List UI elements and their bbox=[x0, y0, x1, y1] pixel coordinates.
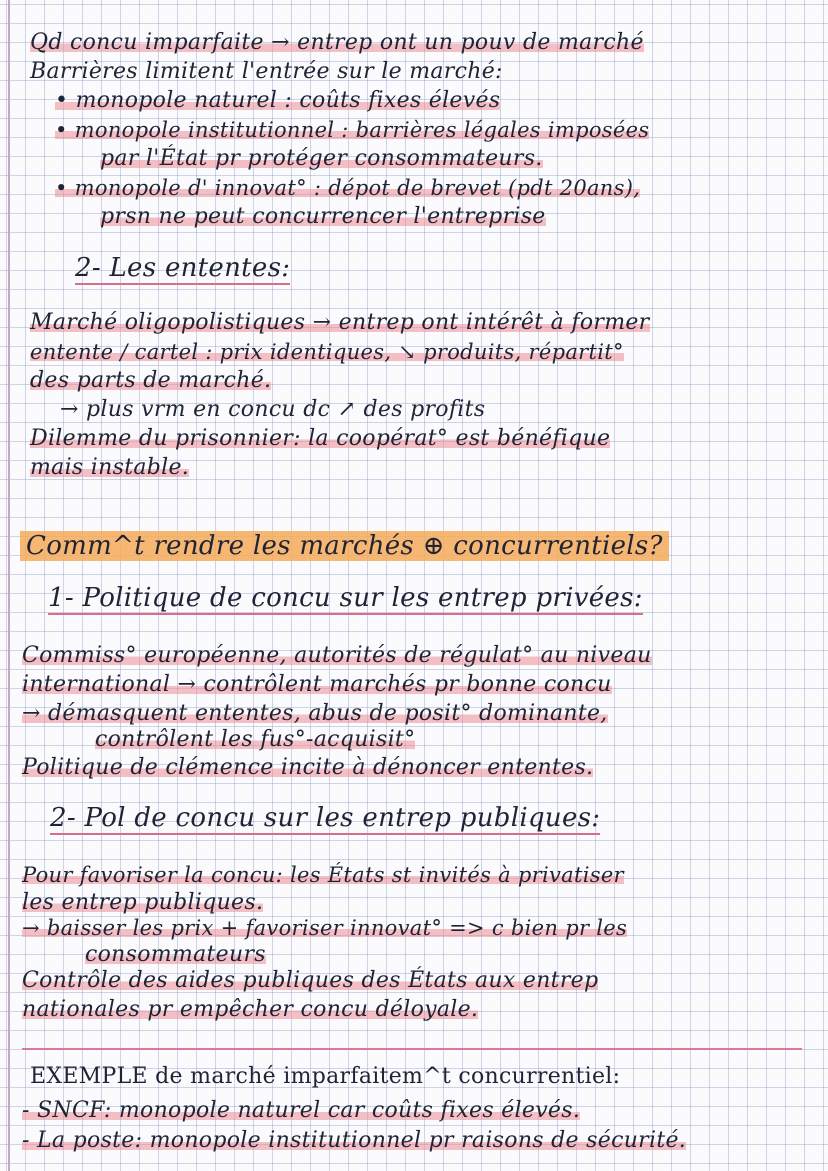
text-line bbox=[30, 310, 650, 336]
text-line bbox=[22, 755, 593, 781]
line-text: → démasquent ententes, abus de posit° dominante, bbox=[22, 701, 608, 726]
part-heading bbox=[20, 533, 669, 559]
line-text: consommateurs bbox=[85, 942, 266, 967]
text-line bbox=[22, 997, 478, 1023]
text-line bbox=[85, 942, 266, 968]
line-text: Dilemme du prisonnier: la coopérat° est bénéfique bbox=[30, 426, 611, 451]
bullet-line bbox=[55, 88, 500, 114]
line-text: Barrières limitent l'entrée sur le marché: bbox=[30, 59, 503, 84]
line-text: • monopole naturel : coûts fixes élevés bbox=[55, 88, 501, 113]
line-text: entente / cartel : prix identiques, ↘ produits, répartit° bbox=[30, 340, 624, 364]
line-text: Qd concu imparfaite → entrep ont un pouv de marché bbox=[30, 30, 644, 55]
text-line bbox=[30, 339, 624, 366]
section-heading bbox=[50, 805, 600, 831]
bullet-line bbox=[55, 117, 649, 144]
text-line bbox=[22, 701, 608, 727]
section-heading-text: 2- Les ententes: bbox=[75, 253, 291, 283]
text-line bbox=[30, 30, 644, 56]
line-text: mais instable. bbox=[30, 455, 190, 480]
line-text: → plus vrm en concu dc ↗ des profits bbox=[60, 397, 486, 422]
text-line bbox=[22, 890, 263, 916]
example-heading bbox=[30, 1064, 620, 1090]
divider-line bbox=[22, 1048, 802, 1050]
line-text: prsn ne peut concurrencer l'entreprise bbox=[100, 204, 546, 229]
line-text: les entrep publiques. bbox=[22, 890, 264, 915]
text-line bbox=[100, 146, 543, 172]
part-heading-text: Comm^t rendre les marchés ⊕ concurrentiels? bbox=[20, 531, 669, 561]
line-text: • monopole d' innovat° : dépot de brevet (pdt 20ans), bbox=[55, 176, 641, 200]
text-line bbox=[30, 426, 610, 452]
line-text: → baisser les prix + favoriser innovat° => c bien pr les bbox=[22, 916, 628, 940]
text-line bbox=[30, 368, 271, 394]
line-text: nationales pr empêcher concu déloyale. bbox=[22, 997, 479, 1022]
line-text: Contrôle des aides publiques des États aux entrep bbox=[22, 968, 599, 993]
text-line bbox=[22, 968, 598, 994]
text-line bbox=[100, 204, 546, 230]
section-heading-text: 2- Pol de concu sur les entrep publiques: bbox=[50, 803, 601, 833]
example-heading-text: EXEMPLE de marché imparfaitem^t concurrentiel: bbox=[30, 1064, 621, 1089]
text-line bbox=[30, 455, 189, 481]
text-line bbox=[22, 915, 627, 942]
line-text: Politique de clémence incite à dénoncer ententes. bbox=[22, 755, 594, 780]
section-heading-text: 1- Politique de concu sur les entrep privées: bbox=[48, 583, 643, 613]
text-line bbox=[22, 643, 652, 669]
section-heading bbox=[48, 585, 643, 611]
line-text: - La poste: monopole institutionnel pr raisons de sécurité. bbox=[22, 1128, 687, 1153]
line-text: - SNCF: monopole naturel car coûts fixes élevés. bbox=[22, 1098, 581, 1123]
section-heading bbox=[75, 255, 290, 281]
text-line bbox=[22, 672, 612, 698]
text-line bbox=[22, 862, 624, 889]
bullet-line bbox=[55, 175, 640, 202]
line-text: des parts de marché. bbox=[30, 368, 272, 393]
text-line bbox=[60, 397, 485, 423]
line-text: international → contrôlent marchés pr bonne concu bbox=[22, 672, 612, 697]
text-line bbox=[30, 59, 503, 85]
text-line bbox=[22, 1128, 686, 1154]
line-text: Commiss° européenne, autorités de régulat° au niveau bbox=[22, 643, 652, 668]
text-line bbox=[95, 727, 415, 753]
line-text: contrôlent les fus°-acquisit° bbox=[95, 727, 416, 752]
text-line bbox=[22, 1098, 580, 1124]
line-text: • monopole institutionnel : barrières légales imposées bbox=[55, 118, 650, 142]
page-margin-line bbox=[8, 0, 10, 1171]
line-text: par l'État pr protéger consommateurs. bbox=[100, 146, 543, 171]
line-text: Marché oligopolistiques → entrep ont intérêt à former bbox=[30, 310, 650, 335]
line-text: Pour favoriser la concu: les États st invités à privatiser bbox=[22, 863, 624, 887]
